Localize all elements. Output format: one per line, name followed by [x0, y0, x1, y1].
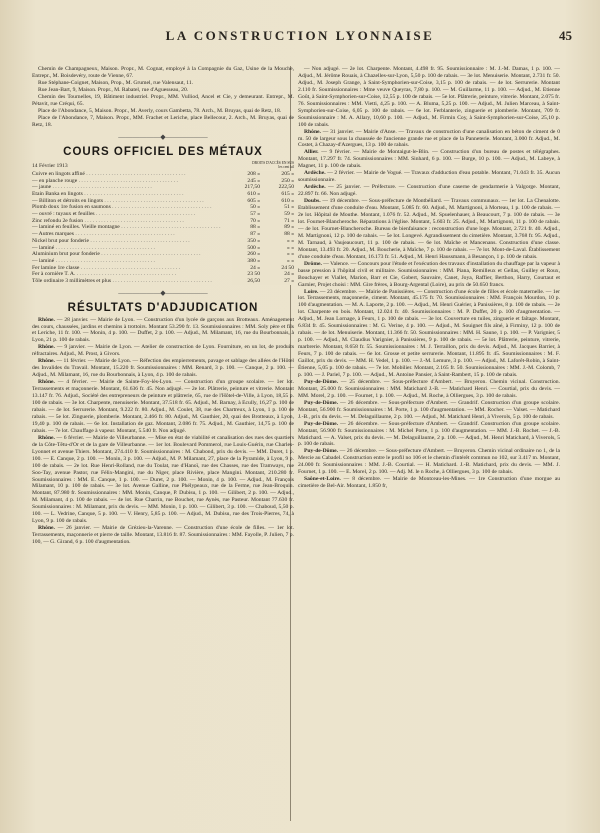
metal-price-with-duty: 88 » [260, 231, 294, 238]
building-notes [32, 66, 294, 129]
entry-text: — 31 janvier. — Mairie d'Anse. — Travaux de construction d'une canalisation en béton de ciment de 0 m. 50 de largeur sous la chaussée de l'ancienne grande rue et place de la Panneterie. Montant, 3.000 fr. Adjud., M. Costet, à Chazay-d'Azergues, 13 p. 100 de rabais. [298, 128, 560, 149]
entry-text: — 25 janvier. — Préfecture. — Construction d'une caserne de gendarmerie à Valgorge. Montant, 22.897 fr. 66. Non adjugé. [298, 184, 560, 198]
metal-price: 70 » [232, 218, 260, 225]
building-note: Place de l'Abondance, 7, Maison. Propr., MM. Frachet et Leriche, place Bellecour, 2. Arch., M. Bruyas, quai de Retz, 18. [32, 114, 294, 128]
adjudication-entry [32, 358, 294, 379]
metal-price-with-duty: 222,50 [260, 184, 294, 191]
metal-price-with-duty: » » [260, 238, 294, 245]
entry-text: — 19 décembre. — Sous-préfecture de Montbéliard. — Travaux communaux. — 1er lot. La Chenalotte. Etablissement d'une conduite d'eau. Montant, 5.085 fr. 60. Adjud., M. Martignoni, à Morteau, 1 p. 100 de rabais. — 2e lot. Hôpital de Mouthe. Montant, 1.076 fr. 52. Adjud., M. Spuelenhauer, à Beaucourt, 7 p. 100 de rabais. — 3e lot. Fournet-Blancheroche. Réparations à l'église. Montant, 5.603 fr. 25. Adjud., M. Martignoni, 11 p. 100 de rabais. — 4e lot. Fournet-Blancheroche. Bureau de bienfaisance : reconstruction d'une loge. Montant, 2.721 fr. 40. Adjud., M. Martignoni, 12 p. 100 de rabais. — 5e lot. Longevé. Agrandissement du cimetière. Montant, 3.768 fr. 95. Adjud., M. Tarnaud, à Vaujeaucourt, 11 p. 100 de rabais. — 6e lot. Maîche et Mancenans. Construction d'une classe. Montant, 13.493 fr. 20. Adjud., M. Boucherie, à Maîche, 7 p. 100 de rabais. — 7e lot. Mont-de-Laval. Établissement d'une conduite d'eau. Montant, 16.173 fr. 51. Adjud., M. Henri Haussmann, à Besançon, 1 p. 100 de rabais. [298, 198, 560, 260]
metal-price-row [32, 218, 294, 225]
adjudication-entry [298, 261, 560, 289]
entry-department: Saône-et-Loire. [304, 476, 341, 483]
entry-text: — 26 janvier. — Mairie de Grézieu-la-Varenne. — Construction d'une école de filles. — 1er lot. Terrassements, maçonnerie et pierre de taille. Montant, 13.816 fr. 87. Soumissionnaires : MM. Fayolle, P. Julien, 7 p. 100, — G. Girand, 6 p. 100 d'augmentation. [32, 525, 294, 546]
entry-text: — Valence. — Concours pour l'étude et l'exécution des travaux d'installation du chauffage par la vapeur à basse pression à l'hôpital civil et militaire. Soumissionnaires : MM. Piana, Remilleux et Gellas, Guilley et Roux, Bouchayer et Viallet, Marion, Barr et Cie, Gobert, Sauvaire, Canet, Joya, Raffier, Berthon, Harry, Courtaut et Garnier, Projet choisi : MM. Gire frères, à Bourg-Argental (Loire), au prix de 50.650 francs. [298, 260, 560, 288]
metal-price-row [32, 198, 294, 205]
metal-price: 605 » [232, 198, 260, 205]
metal-name: — laminé en feuilles. Vieille montagne . . . [32, 224, 232, 231]
adjudication-entry [298, 421, 560, 449]
entry-text: — 25 décembre. — Sous-préfecture d'Ambert. — Bruyeron. Chemin vicinal. Construction. Montant, 25.000 fr. Soumissionnaires : MM. Matichard J.-B. — Matichard Henri. — Courtial, prix du devis. — MM. Morel, 2 p. 100. — Fournet, 1 p. 100. — Adjud., M. Roche, à Olliergues, 3 p. 100 de rabais. [298, 378, 560, 399]
metal-price-row [32, 204, 294, 211]
metal-price-with-duty: 610 » [260, 198, 294, 205]
entry-department: Puy-de-Dôme. [304, 378, 339, 385]
metal-name: — laminé . . . [32, 258, 232, 265]
adjudication-entry [32, 379, 294, 435]
entry-text: — 9 février. — Mairie de Montaigut-le-Blin. — Construction d'un bureau de postes et télégraphes. Montant, 17.297 fr. 74. Soumissionnaires : MM. Sinhard, 6 p. 100. — Burge, 10 p. 100. — Adjud., M. Labeye, à Magnet, 11 p. 100 de rabais. [298, 149, 560, 170]
metal-price-with-duty: 24 » [260, 271, 294, 278]
entry-department: Rhône. [38, 379, 55, 386]
metal-name: Fer à cornière T. A. . . . [32, 271, 232, 278]
metals-table [32, 171, 294, 285]
metal-price-with-duty: 615 » [260, 191, 294, 198]
metal-price-with-duty: 89 » [260, 224, 294, 231]
metal-price-row [32, 231, 294, 238]
metal-price: 88 » [232, 224, 260, 231]
adjudication-section-title: RÉSULTATS D'ADJUDICATION [67, 301, 259, 314]
building-note: Chemin de Champagneux, Maison. Propr., M. Cognat, employé à la Compagnie du Gaz, Usine de la Mouche, Entrepr., M. Boisdevéry, route de Vienne, 67. [32, 66, 294, 79]
metal-price-row [32, 224, 294, 231]
metal-name: — en planche rouge . . . [32, 178, 232, 185]
metal-name: Aluminium brut pour fonderie . . . [32, 251, 232, 258]
metal-price: 208 » [232, 171, 260, 178]
metal-price-with-duty: 27 » [260, 278, 294, 285]
entry-text: — 28 janvier. — Mairie de Lyon. — Construction d'un lycée de garçons aux Brotteaux. Aménagement des cours, chaussées, jardins et chemins à trottoirs. Montant 53.290 fr. 13. Soumissionnaires : MM. Soly père et fils et Leriche, 11 fr. 100. — Monin, 4 p. 100. — Duffet, 2 p. 100. — Adjud., M. Milamant, 16, rue du Bourbonnais, à Lyon, 21 p. 100 de rabais. [32, 316, 294, 344]
metal-name: — jaune . . . [32, 184, 232, 191]
metal-price: 57 » [232, 211, 260, 218]
adjudication-entry [298, 476, 560, 490]
metal-price-with-duty: 24 50 [260, 265, 294, 272]
metal-price: 87 » [232, 231, 260, 238]
entry-department: Puy-de-Dôme. [304, 448, 339, 455]
metal-price: 610 » [232, 191, 260, 198]
running-header [0, 28, 600, 48]
adjudication-entry [298, 149, 560, 170]
entry-department: Allier. [304, 149, 319, 156]
entry-department: Loire. [304, 288, 319, 295]
metal-price-row [32, 251, 294, 258]
metal-price-row [32, 191, 294, 198]
metal-price-with-duty: » » [260, 258, 294, 265]
metal-price: 24 » [232, 265, 260, 272]
entry-department: Rhône. [38, 344, 55, 351]
adjudication-entry [298, 66, 560, 129]
metal-price-row [32, 178, 294, 185]
metals-units: DROITS D'ACCÈS EN SUS les cent kil [252, 160, 294, 169]
entry-department: Drôme. [304, 260, 322, 267]
metal-name: Plomb doux 1re fusion en saumons . . . [32, 204, 232, 211]
metal-price: 245 » [232, 178, 260, 185]
ornament-divider: ——————◆—————— [118, 288, 208, 297]
metal-price-with-duty: 205 » [260, 171, 294, 178]
left-column [32, 66, 294, 826]
metal-price: 500 » [232, 245, 260, 252]
adjudication-entry [298, 198, 560, 261]
metal-price-with-duty: » » [260, 251, 294, 258]
adjudication-entry [298, 129, 560, 150]
metal-name: — laminé . . . [32, 245, 232, 252]
entry-text: — 8 décembre. — Mairie de Montceau-les-Mines. — 1re Construction d'une morgue au cimetière de Bel-Air. Montant, 1.850 fr, [298, 476, 560, 490]
metal-price-row [32, 265, 294, 272]
right-column [298, 66, 560, 826]
metal-name: Etain Banka en lingots . . . [32, 191, 232, 198]
metal-price: 350 » [232, 238, 260, 245]
metal-name: Zinc refondu 2e fusion . . . [32, 218, 232, 225]
metal-price: 260 » [232, 251, 260, 258]
entry-text: — 26 décembre. — Sous-préfecture d'Ambert. — Grandrif. Construction d'un groupe scolaire. Montant, 56.900 fr. Soumissionnaires : M. Porte, 1 p. 100 d'augmentation. — MM. Rocher. — Valset. — Matichard J.-B., prix du devis. — M. Delaguillaume, 2 p. 100. — Adjud., M. Matichard Henri, à Viverols, 5 p. 100 de rabais. [298, 399, 560, 420]
entry-text: — 9 janvier. — Mairie de Lyon. — Atelier de construction de Lyon. Fourniture, en un lot, de produits réfractaires. Adjud., M. Prost, à Givors. [32, 344, 294, 358]
page-number: 45 [559, 28, 572, 43]
entry-department: Ardèche. [304, 170, 326, 177]
entry-text: — 2 février. — Mairie de Vogué. — Travaux d'adduction d'eau potable. Montant, 71.043 fr. 35. Aucun soumissionnaire. [298, 170, 560, 184]
metal-name: — Autres marques . . . [32, 231, 232, 238]
metals-date: 14 Février 1913 [32, 162, 68, 169]
metal-price-row [32, 258, 294, 265]
metals-table-header [32, 161, 294, 169]
metal-price: 23 50 [232, 271, 260, 278]
journal-title: LA CONSTRUCTION LYONNAISE [165, 28, 435, 43]
metal-price: 217,50 [232, 184, 260, 191]
adjudication-entry [298, 289, 560, 379]
metal-name: Cuivre en lingots affiné . . . [32, 171, 232, 178]
entry-department: Ardèche. [304, 184, 326, 191]
metal-price-row [32, 184, 294, 191]
adjudication-entry [32, 344, 294, 358]
entry-text: — 26 décembre. — Sous-préfecture d'Ambert. — Grandrif. Construction d'un groupe scolaire. Montant, 56.900 fr. Soumissionnaires : M. Michel Porte, 1 p. 100 d'augmentation. — MM. J.-B. Rochet. — J.-B. Matichard. — A. Valset, prix du devis. — M. Delaguillaume, 2 p. 100. — Adjud., M. Henri Matichard, à Viverols, 5 p. 100 de rabais. [298, 420, 560, 448]
building-note: Place de l'Abondance, 5, Maison. Propr., M. Averly, cours Gambetta, 78. Arch., M. Bruyas, quai de Retz, 18. [38, 107, 282, 114]
entry-department: Puy-de-Dôme. [304, 399, 339, 406]
metal-price-with-duty: 250 » [260, 178, 294, 185]
entry-department: Rhône. [38, 358, 55, 365]
metal-price-with-duty: 51 » [260, 204, 294, 211]
metal-price-row [32, 245, 294, 252]
adjudication-entries-left [32, 317, 294, 546]
building-note: Chemin des Tournelles, 19, Bâtiment industriel. Propr., MM. Vulliod, Ancel et Cie, y demeurant. Entrepr., M. Pétavit, rue Créqui, 65. [32, 93, 294, 107]
entry-department: Rhône. [38, 434, 55, 441]
adjudication-entry [298, 448, 560, 476]
metal-name: — Billiton et détroits en lingots . . . [32, 198, 232, 205]
metal-price-row [32, 171, 294, 178]
adjudication-entry [32, 317, 294, 345]
metal-name: Tôle ordinaire 3 millimètres et plus . . . [32, 278, 232, 285]
metal-price-row [32, 278, 294, 285]
metal-price-with-duty: 71 » [260, 218, 294, 225]
entry-text: — 4 février. — Mairie de Sainte-Foy-lès-Lyon. — Construction d'un groupe scolaire. — 1er lot. Terrassements et maçonnerie. Montant, 61.636 fr. 45. Non adjugé. — 2e lot. Plâtrerie, peinture et vitrerie. Montant 13.147 fr. 76. Adjud., Société des entrepreneurs de peinture et plâtrerie, 65, rue de l'Hôtel-de-Ville, à Lyon, 18,55 p. 100 de rabais. — 3e lot. Charpente, menuiserie. Montant, 37.518 fr. 65. Adjud., M. Barnay, à Ecully, 16,27 p. 100 de rabais. — 4e lot. Serrurerie. Montant, 9.222 fr. 80. Adjud., M. Coulet, 38, rue des Chartreux, à Lyon, 1 p. 100 de rabais. — 5e lot. Zinguerie, plomberie. Montant, 2.466 fr. 80. Adjud., M. Gauthier, 20, quai des Brotteaux, à Lyon, 19,40 p. 100 de rabais. — 6e lot. Installation de gaz. Montant, 2.086 fr. 75. Adjud., M. Gauthier, 14,75 p. 100 de rabais. — 7e lot. Chauffage à vapeur. Montant, 5.540 fr. Non adjugé. [32, 379, 294, 434]
metal-price: 26,50 [232, 278, 260, 285]
entry-department: Rhône. [304, 128, 321, 135]
metal-price: 380 » [232, 258, 260, 265]
metal-name: — ouvré : tuyaux et feuilles . . . [32, 211, 232, 218]
metal-price-row [32, 211, 294, 218]
entry-text: — 23 décembre. — Mairie de Panissières. — Construction d'une école de filles et école maternelle. — 1er lot. Terrassements, maçonnerie, ciment. Montant, 45.175 fr. 70. Soumissionnaires : MM. François Mourdon, 10 p. 100 d'augmentation. — M. A. Laporte, 2 p. 100. — Adjud., M. Henri Guérier, à Panissières, 8 p. 100 de rabais. — 2e lot. Charpente en bois. Montant, 12.024 fr. 40. Soumissionnaires : M. P. Duffet, 20 p. 100 d'augmentation. — Adjud., M. Jean Lornage, à Feurs, 1 p. 100 de rabais. — 3e lot. Couverture en tuiles, zinguerie et faîtage. Montant, 6.834 fr. 45. Soumissionnaires : M. G. Verine, 4 p. 100. — Adjud., M. Souignet fils aîné, à Firminy, 12 p. 100 de rabais. — 4e lot. Menuiserie. Montant, 11.366 fr. 50. Soumissionnaires : MM. H. Saune, 1 p. 100. — P. Varignier, 5 p. 100. — Adjud., M. Claudius Varignier, à Panissières, 9 p. 100 de rabais. — 5e lot. Plâtrerie, peinture, vitrerie, marbrerie. Montant, 8.658 fr. 55. Soumissionnaires : M. J. Terraillon, prix du devis. Adjud., M. Jacques Barrier, à Feurs, 7 p. 100 de rabais. — 6e lot. Grosse et petite serrurerie. Montant, 11.895 fr. 45. Soumissionnaires : M. F. Gaillot, prix du devis. — MM. H. Vedel, 1 p. 100. — J.-M. Lemure, 3 p. 100. — Adjud., M. Laforêt-Robin, à Saint-Étienne, 5,05 p. 100 de rabais. — 7e lot. Mobilier. Montant, 2.165 fr. 50. Soumissionnaires : MM. J.-M. Colomb, 7 p. 100. — J. Pariel, 7 p. 100. — Adjud., M. Antoine Pansier, à Saint-Rambert, 15 p. 100 de rabais. [298, 288, 560, 378]
metal-price-with-duty: » » [260, 245, 294, 252]
entry-text: — 11 février. — Mairie de Lyon. — Réfection des empierrements, pavage et sablage des allées de l'Hôtel des Invalides du Travail. Montant, 15.220 fr. Soumissionnaires : MM. Renard, 3 p. 100. — Canque, 2 p. 100. — Adjud., M. Milamant, 16, rue du Bourbonnais, à Lyon, 4 p. 100 de rabais. [32, 358, 294, 379]
adjudication-entry [298, 184, 560, 198]
entry-department: Rhône. [38, 316, 55, 323]
entry-text: — Non adjugé. — 2e lot. Charpente. Montant, 4.498 fr. 95. Soumissionnaire : M. J.-M. Damas, 1 p. 100. — Adjud., M. Jérôme Rouais, à Chazelles-sur-Lyon, 5,50 p. 100 de rabais. — 3e lot. Menuiserie. Montant, 2.731 fr. 50. Adjud., M. Joseph Grange, à Saint-Symphorien-sur-Coise, 3,15 p. 100 de rabais. — 4e lot. Serrurerie. Montant 2.110 fr. Soumissionnaires : Mme veuve Queyras, 7,80 p. 100. — M. Guillarme, 11 p. 100. — Adjud., M. Etienne Goût, à Saint-Symphorien-sur-Coise, 12,55 p. 100 de rabais. — 5e lot. Plâtrerie, peinture, vitrerie. Montant, 2.075 fr. 76. Soumissionnaires : MM. Vietti, 4,25 p. 100. — A. Bluma, 5,25 p. 100. — Adjud., M. Julien Marceau, à Saint-Symphorien-sur-Coise, 6,05 p. 100 de rabais. — 6e lot. Ferblanterie, zinguerie et plomberie. Montant, 709 fr. Soumissionnaire : M. A. Allary, 10,60 p. 100. — Adjud., M. Firmin Coy, à Saint-Symphorien-sur-Coise, 25,10 p. 100 de rabais. [298, 66, 560, 128]
adjudication-entry [298, 400, 560, 421]
entry-text: — 6 février. — Mairie de Villeurbanne. — Mise en état de viabilité et canalisation des rues des quartiers de la Côte-Têtu-d'Or et de la gare de Villeurbanne. — 1er lot. Boulevard Pommerol, rue Louis-Guérin, rue Charles-Lyonnet et avenue Thiers. Montant, 274.410 fr. Soumissionnaires : M. Chabond, prix du devis. — MM. Duret, 1 p. 100. — E. Canque, 2 p. 100. — Monin, 3 p. 100. — Adjud., M. P. Milamant, 27, place de la Pyramide, à Lyon, 9 p. 100 de rabais. — 2e lot. Rue Henri-Rolland, rue du Toulat, rue d'Hanoï, rue des Chasses, rue des Tramways, rue Soo-Tay, avenue Pastor, rue Félix-Mangini, rue du Niger, place Rivière, place Mangini. Montant, 210.280 fr. Soumissionnaires : MM. E. Canque, 1 p. 100. — Duret, 2 p. 100. — Monin, 4 p. 100. — Adjud., M. François Milamant, 10 p. 100 de rabais. — 3e lot. Avenue Galline, rue Phélypeaux, rue de la Ferme, rue Jean-Broquin. Montant, 87.980 fr. Soumissionnaires : MM. Monin, Canque, P. Dubisu, 1 p. 100. — Gilibert, 2 p. 100. — Adjud., M. Milamant, 4 p. 100 de rabais. — 4e lot. Rue Charrin, rue Bouchet, rue Aynès, rue Pasteur. Montant 77.630 fr. Soumissionnaires : M. Milamant, prix du devis. — MM. Monin, 1 p. 100. — Gilibert, 3 p. 100. — Chaboud, 5,50 p. 100. — L. Vedrine, Canque, 5 p. 100. — V. Henry, 5,85 p. 100. — Adjud., M. Dubisu, rue des Trois-Pierres, 74, à Lyon, 9 p. 100 de rabais. [32, 434, 294, 525]
building-note: Rue Jean-Bart, 9, Maison. Propr., M. Rabatel, rue d'Aguesseau, 20. [38, 86, 189, 93]
adjudication-entry [298, 379, 560, 400]
adjudication-entry [32, 435, 294, 525]
adjudication-entry [32, 525, 294, 546]
metal-name: Fer lamine 1re classe . . . [32, 265, 232, 272]
entry-department: Doubs. [304, 198, 321, 205]
metal-name: Nickel brut pour fonderie . . . [32, 238, 232, 245]
metals-section-title: COURS OFFICIEL DES MÉTAUX [63, 145, 263, 158]
metal-price: 50 » [232, 204, 260, 211]
entry-department: Puy-de-Dôme. [304, 420, 339, 427]
entry-text: — 26 décembre. — Sous-préfecture d'Ambert. — Bruyeron. Chemin vicinal ordinaire no 1, de la Mercie au Cabadel. Construction entre le profil no 106 et le chemin d'intérêt commun no 102, sur 3.417 m. Montant, 24.000 fr. Soumissionnaires : MM. J.-B. Courtial. — H. Matichard. J.-B. Matichard, prix du devis. — MM. J. Fournet, 1 p. 100. — E. Morel, 2 p. 100. — Adj. M. le n Roche, à Olliergues, 3 p. 100 de rabais. [298, 448, 560, 476]
building-note: Rue Stéphane-Coignet, Maison, Prop., M. Grumel, rue Valensaut, 11. [38, 79, 194, 86]
adjudication-entries-right [298, 66, 560, 490]
metal-price-row [32, 238, 294, 245]
adjudication-entry [298, 170, 560, 184]
metal-price-row [32, 271, 294, 278]
ornament-divider: ——————◆—————— [118, 132, 208, 141]
metal-price-with-duty: 59 » [260, 211, 294, 218]
entry-department: Rhône. [38, 525, 55, 532]
